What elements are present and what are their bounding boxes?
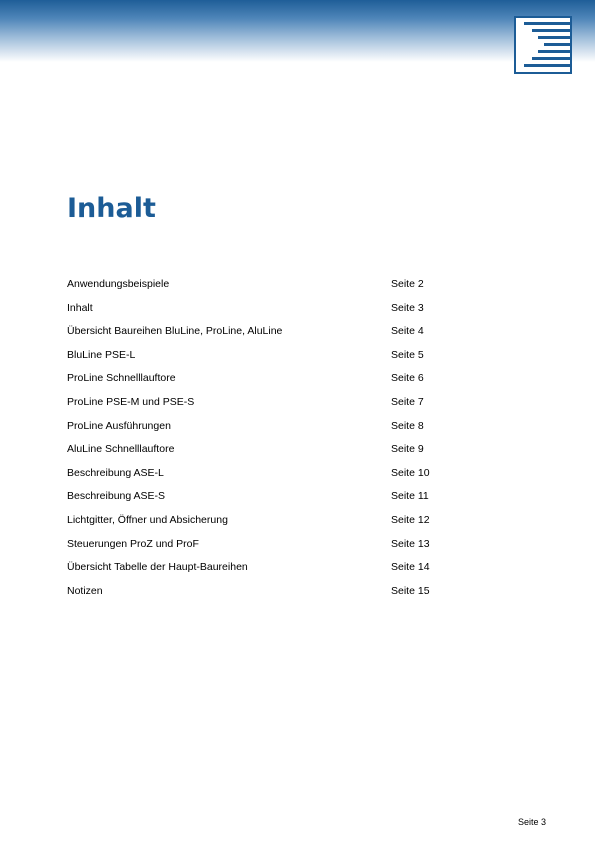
toc-row — [67, 513, 467, 537]
toc-entry-page: Seite 3 — [391, 301, 424, 314]
toc-row — [67, 395, 467, 419]
toc-entry-page: Seite 14 — [391, 561, 430, 574]
toc-entry-page: Seite 6 — [391, 372, 424, 385]
toc-entry-page: Seite 15 — [391, 584, 430, 597]
toc-entry-page: Seite 13 — [391, 537, 430, 550]
toc-entry-label: ProLine Ausführungen — [67, 419, 171, 432]
toc-row — [67, 560, 467, 584]
toc-entry-label: Beschreibung ASE-L — [67, 466, 164, 479]
toc-entry-label: BluLine PSE-L — [67, 348, 136, 361]
toc-entry-page: Seite 5 — [391, 348, 424, 361]
toc-row — [67, 442, 467, 466]
page-title: Inhalt — [67, 193, 156, 224]
company-logo-icon — [514, 16, 572, 74]
toc-row — [67, 348, 467, 372]
toc-entry-label: Steuerungen ProZ und ProF — [67, 537, 199, 550]
toc-entry-page: Seite 2 — [391, 278, 424, 290]
toc-entry-label: Übersicht Baureihen BluLine, ProLine, AluLine — [67, 325, 283, 338]
toc-row — [67, 419, 467, 443]
header-gradient-band — [0, 0, 595, 62]
toc-entry-label: Notizen — [67, 584, 103, 597]
toc-entry-page: Seite 12 — [391, 513, 430, 526]
toc-row — [67, 277, 467, 301]
toc-entry-page: Seite 7 — [391, 395, 424, 408]
table-of-contents — [67, 277, 467, 607]
toc-row — [67, 301, 467, 325]
toc-entry-label: ProLine PSE-M und PSE-S — [67, 395, 195, 408]
toc-entry-label: AluLine Schnelllauftore — [67, 443, 175, 456]
toc-entry-page: Seite 8 — [391, 419, 424, 432]
toc-row — [67, 324, 467, 348]
toc-entry-label: ProLine Schnelllauftore — [67, 372, 176, 385]
toc-entry-label: Beschreibung ASE-S — [67, 490, 166, 503]
toc-entry-label: Inhalt — [67, 301, 93, 314]
toc-entry-label: Übersicht Tabelle der Haupt-Baureihen — [67, 561, 248, 574]
toc-row — [67, 537, 467, 561]
toc-row — [67, 489, 467, 513]
toc-entry-page: Seite 4 — [391, 325, 424, 338]
toc-entry-label: Lichtgitter, Öffner und Absicherung — [67, 513, 228, 526]
toc-entry-page: Seite 11 — [391, 490, 429, 503]
footer-page-number: Seite 3 — [518, 817, 547, 827]
toc-entry-page: Seite 10 — [391, 466, 430, 479]
toc-entry-page: Seite 9 — [391, 443, 424, 456]
toc-row — [67, 466, 467, 490]
toc-row — [67, 584, 467, 608]
toc-entry-label: Anwendungsbeispiele — [67, 278, 170, 290]
toc-row — [67, 371, 467, 395]
